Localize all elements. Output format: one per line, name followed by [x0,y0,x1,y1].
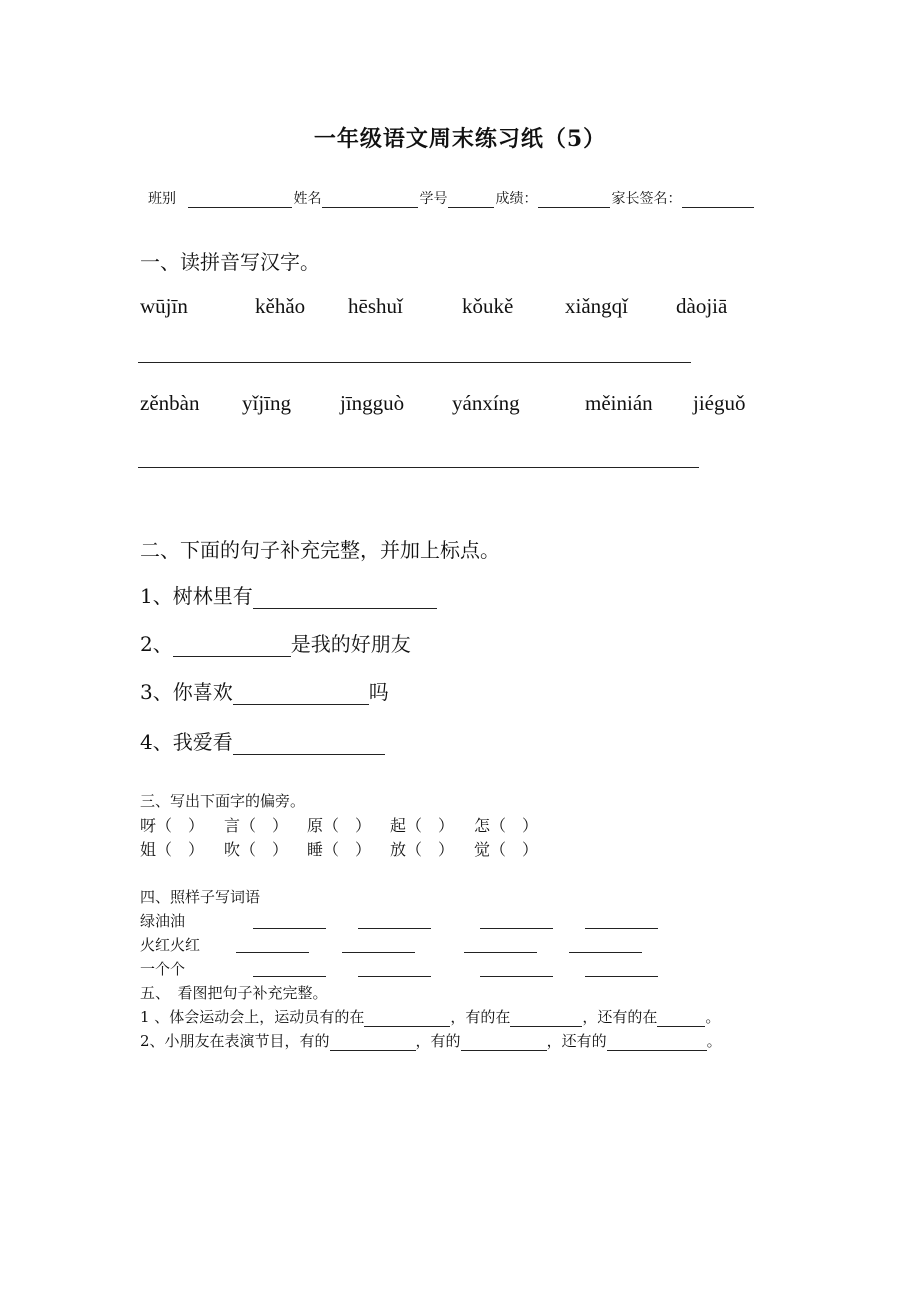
sentence-item-2 [140,628,411,657]
sentence-text: 1 、体会运动会上，运动员有的在 [140,1008,365,1026]
sentence-text: 4、我爱看 [140,730,233,754]
sentence-item-1 [140,580,437,609]
sentence-text: 3、你喜欢 [140,680,233,704]
radical-item[interactable]: 原（ ） [307,816,372,835]
radical-item[interactable]: 放（ ） [390,840,455,859]
sentence-text: 吗 [368,680,389,704]
section4-heading: 四、照样子写词语 [140,888,261,906]
sentence-blank[interactable] [233,684,369,705]
sentence-blank[interactable] [330,1036,416,1051]
answer-line[interactable] [138,362,691,363]
radical-item[interactable]: 怎（ ） [474,816,539,835]
pinyin-item: kěhǎo [255,294,306,318]
radical-item[interactable]: 言（ ） [224,816,289,835]
sentence-blank[interactable] [461,1036,547,1051]
score-label: 成绩： [495,191,538,207]
word-blank[interactable] [585,928,658,929]
sentence-text: 1、树林里有 [140,584,253,608]
word-blank[interactable] [480,928,553,929]
class-field[interactable] [188,192,292,208]
picture-sentence-2 [140,1030,722,1051]
word-blank[interactable] [585,976,658,977]
pinyin-item: wūjīn [140,294,188,318]
example-word: 火红火红 [140,936,201,954]
number-field[interactable] [448,192,494,208]
radical-item[interactable]: 起（ ） [390,816,455,835]
sentence-text: ，还有的 [546,1032,607,1050]
section3-heading: 三、写出下面字的偏旁。 [140,792,306,810]
pinyin-item: jīngguò [340,391,405,415]
sentence-blank[interactable] [657,1012,705,1027]
word-blank[interactable] [358,928,431,929]
sentence-blank[interactable] [364,1012,450,1027]
name-field[interactable] [322,192,418,208]
sentence-text: ，有的在 [450,1008,511,1026]
pinyin-item: kǒukě [462,294,514,318]
section1-heading: 一、读拼音写汉字。 [140,250,320,274]
class-label: 班别 [148,191,176,207]
radical-item[interactable]: 觉（ ） [474,840,539,859]
pinyin-item: jiéguǒ [693,391,746,415]
sentence-text: 。 [706,1032,722,1050]
word-blank[interactable] [569,952,642,953]
word-blank[interactable] [342,952,415,953]
pinyin-item: xiǎngqǐ [565,294,628,318]
sentence-blank[interactable] [173,636,291,657]
sentence-text: 2、小朋友在表演节目，有的 [140,1032,330,1050]
number-label: 学号 [419,191,448,207]
pinyin-item: yánxíng [452,391,520,415]
sentence-text: 是我的好朋友 [290,632,411,656]
word-blank[interactable] [480,976,553,977]
radical-item[interactable]: 姐（ ） [140,840,205,859]
pinyin-item: hēshuǐ [348,294,403,318]
worksheet-title: 一年级语文周末练习纸（5） [313,126,607,152]
example-word: 一个个 [140,960,186,978]
radical-item[interactable]: 睡（ ） [307,840,372,859]
picture-sentence-1 [140,1006,720,1027]
student-info-line [148,188,755,208]
sentence-text: 。 [705,1008,721,1026]
example-word: 绿油油 [140,912,186,930]
sentence-blank[interactable] [233,734,385,755]
section5-heading: 五、 看图把句子补充完整。 [140,984,328,1002]
pinyin-item: yǐjīng [242,391,292,415]
section2-heading: 二、下面的句子补充完整，并加上标点。 [140,538,500,562]
word-blank[interactable] [253,976,326,977]
pinyin-item: zěnbàn [140,391,200,415]
sentence-blank[interactable] [510,1012,582,1027]
sentence-text: ，还有的在 [582,1008,658,1026]
word-blank[interactable] [253,928,326,929]
word-blank[interactable] [358,976,431,977]
sentence-blank[interactable] [253,588,437,609]
sentence-text: ，有的 [415,1032,461,1050]
word-blank[interactable] [464,952,537,953]
sentence-text: 2、 [140,632,173,656]
radical-item[interactable]: 吹（ ） [224,840,289,859]
answer-line[interactable] [138,467,699,468]
sentence-item-4 [140,726,385,755]
score-field[interactable] [538,192,610,208]
radical-item[interactable]: 呀（ ） [140,816,205,835]
word-blank[interactable] [236,952,309,953]
parent-signature-field[interactable] [682,192,754,208]
sentence-item-3 [140,676,389,705]
pinyin-item: dàojiā [676,294,728,318]
parent-signature-label: 家长签名： [611,191,682,207]
sentence-blank[interactable] [607,1036,707,1051]
pinyin-item: měinián [585,391,653,415]
name-label: 姓名 [293,191,322,207]
